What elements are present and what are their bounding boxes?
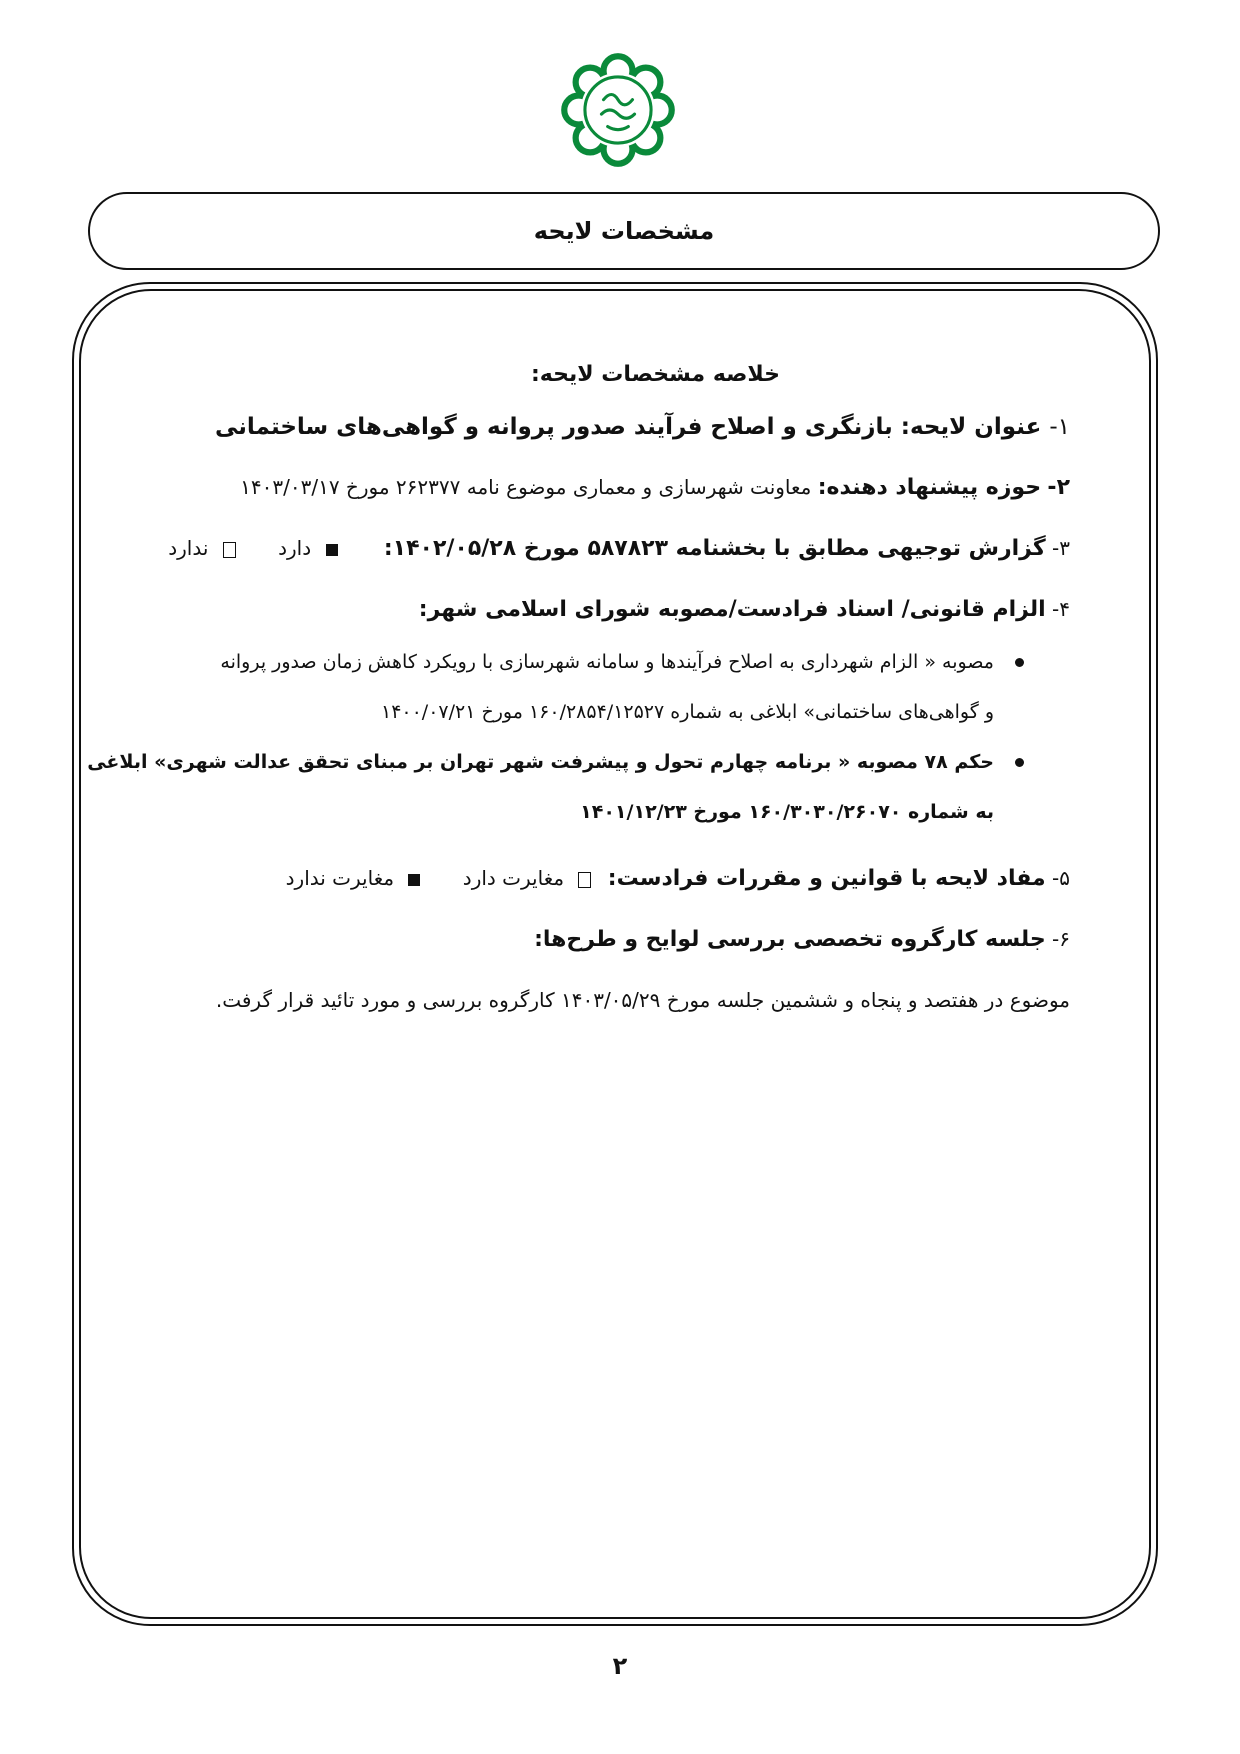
item-label: مفاد لایحه با قوانین و مقررات فرادست:: [607, 866, 1046, 891]
checkbox-empty-icon: [578, 872, 591, 888]
item-label: حوزه پیشنهاد دهنده:: [817, 475, 1042, 500]
checkbox-checked-icon: [408, 874, 420, 886]
item-value: معاونت شهرسازی و معماری موضوع نامه ۲۶۲۳۷۷ مورخ ۱۴۰۳/۰۳/۱۷: [240, 475, 812, 499]
bullet-icon: [1015, 758, 1024, 767]
item-committee-session: [140, 924, 1070, 955]
option-conflict-label: مغایرت دارد: [462, 866, 565, 890]
legal-requirements-list: [87, 637, 1070, 837]
list-item-line: حکم ۷۸ مصوبه « برنامه چهارم تحول و پیشرفت شهر تهران بر مبنای تحقق عدالت شهری» ابلاغی: [87, 751, 994, 773]
option-no-label: ندارد: [168, 536, 209, 560]
header-title: مشخصات لایحه: [533, 217, 715, 245]
item-label: الزام قانونی/ اسناد فرادست/مصوبه شورای اسلامی شهر:: [418, 597, 1046, 622]
item-number: ۴-: [1052, 597, 1070, 621]
item-value: بازنگری و اصلاح فرآیند صدور پروانه و گواهی‌های ساختمانی: [214, 414, 893, 440]
conformity-options: [250, 863, 592, 893]
option-yes-label: دارد: [278, 536, 312, 560]
list-item-line: و گواهی‌های ساختمانی» ابلاغی به شماره ۱۶۰/۲۸۵۴/۱۲۵۲۷ مورخ ۱۴۰۰/۰۷/۲۱: [380, 701, 994, 723]
item-label: عنوان لایحه:: [900, 414, 1042, 440]
option-yes[interactable]: [278, 533, 337, 563]
item-number: ۲-: [1047, 475, 1070, 500]
option-no-conflict-label: مغایرت ندارد: [285, 866, 395, 890]
option-conflict[interactable]: [463, 863, 592, 893]
checkbox-checked-icon: [326, 544, 338, 556]
item-number: ۳-: [1052, 536, 1070, 560]
bullet-icon: [1015, 658, 1024, 667]
document-header-box: [88, 192, 1160, 270]
report-options: [132, 533, 337, 563]
list-item-line: به شماره ۱۶۰/۳۰۳۰/۲۶۰۷۰ مورخ ۱۴۰۱/۱۲/۲۳: [580, 801, 994, 823]
option-no[interactable]: [168, 533, 236, 563]
page-number: ۲: [612, 1652, 628, 1680]
item-justification-report: [140, 533, 1070, 564]
item-number: ۶-: [1052, 927, 1070, 951]
item-label: جلسه کارگروه تخصصی بررسی لوایح و طرح‌ها:: [534, 927, 1046, 952]
list-item: [87, 737, 1070, 837]
summary-content: [87, 360, 1070, 1015]
option-no-conflict[interactable]: [286, 863, 421, 893]
checkbox-empty-icon: [223, 542, 236, 558]
item-conformity: [140, 863, 1070, 894]
item-number: ۵-: [1052, 866, 1070, 890]
item-number: ۱-: [1049, 414, 1070, 440]
tehran-municipality-logo: [556, 48, 680, 172]
list-item: [140, 637, 1070, 737]
item-label: گزارش توجیهی مطابق با بخشنامه ۵۸۷۸۲۳ مورخ ۱۴۰۲/۰۵/۲۸:: [383, 536, 1046, 561]
item-proposer: [140, 472, 1070, 503]
summary-heading: خلاصه مشخصات لایحه:: [530, 362, 780, 387]
item-title: [140, 412, 1070, 442]
list-item-line: مصوبه « الزام شهرداری به اصلاح فرآیندها و سامانه شهرسازی با رویکرد کاهش زمان صدور پروانه: [220, 651, 994, 673]
logo-emblem-icon: [556, 48, 680, 172]
session-conclusion: موضوع در هفتصد و پنجاه و ششمین جلسه مورخ ۱۴۰۳/۰۵/۲۹ کارگروه بررسی و مورد تائید قرار گرفت.: [215, 988, 1070, 1012]
item-legal-requirements: [140, 594, 1070, 625]
